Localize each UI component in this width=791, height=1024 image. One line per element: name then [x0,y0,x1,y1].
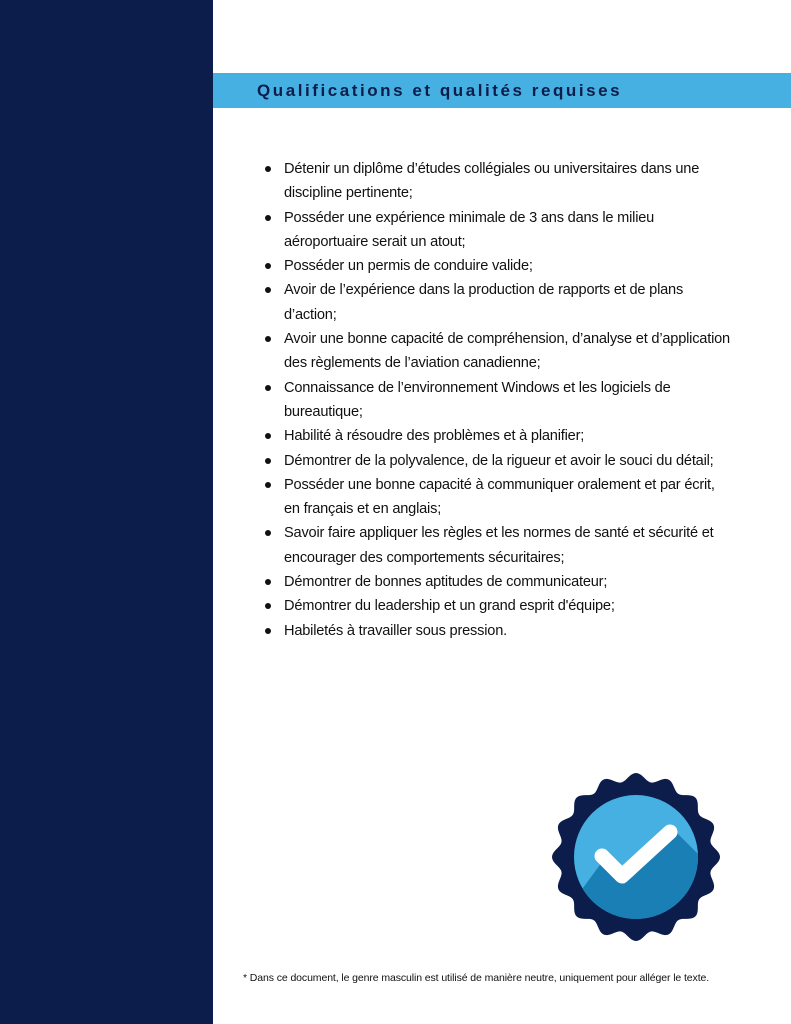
list-item [263,424,733,448]
list-item-text: Avoir une bonne capacité de compréhension, d’analyse et d’application des règlements de l’aviation canadienne; [284,331,730,372]
section-header-band [213,73,791,108]
list-item [263,254,733,278]
list-item [263,449,733,473]
list-item-text: Démontrer de la polyvalence, de la rigueur et avoir le souci du détail; [284,452,714,469]
footnote: * Dans ce document, le genre masculin est utilisé de manière neutre, uniquement pour alléger le texte. [243,972,710,984]
bullet-icon [265,385,271,391]
list-item-text: Habiletés à travailler sous pression. [284,622,507,639]
list-item-text: Posséder une expérience minimale de 3 ans dans le milieu aéroportuaire serait un atout; [284,209,655,250]
bullet-icon [265,433,271,439]
list-item-text: Connaissance de l’environnement Windows et les logiciels de bureautique; [284,379,671,420]
bullet-icon [265,628,271,634]
list-item-text: Démontrer de bonnes aptitudes de communicateur; [284,574,608,591]
list-item-text: Détenir un diplôme d’études collégiales ou universitaires dans une discipline pertinente; [284,161,700,202]
list-item-text: Habilité à résoudre des problèmes et à planifier; [284,428,585,445]
list-item [263,327,733,376]
list-item-text: Savoir faire appliquer les règles et les normes de santé et sécurité et encourager des comportements sécuritaires; [284,525,714,566]
list-item [263,570,733,594]
list-item [263,157,733,206]
bullet-icon [265,166,271,172]
list-item [263,206,733,255]
list-item-text: Démontrer du leadership et un grand esprit d'équipe; [284,598,615,615]
verified-badge-icon [550,772,722,942]
bullet-icon [265,482,271,488]
bullet-icon [265,603,271,609]
list-item [263,594,733,618]
bullet-icon [265,215,271,221]
list-item-text: Posséder une bonne capacité à communiquer oralement et par écrit, en français et en anglais; [284,476,715,518]
list-item [263,376,733,425]
list-item-text: Avoir de l’expérience dans la production de rapports et de plans d’action; [284,282,684,323]
list-item [263,473,733,522]
list-item-text: Posséder un permis de conduire valide; [284,258,533,275]
bullet-icon [265,530,271,536]
bullet-icon [265,458,271,464]
bullet-icon [265,287,271,293]
section-title: Qualifications et qualités requises [257,81,623,100]
list-item [263,278,733,327]
list-item [263,619,733,643]
bullet-icon [265,263,271,269]
list-item [263,521,733,570]
qualifications-list [263,157,733,643]
bullet-icon [265,336,271,342]
bullet-icon [265,579,271,585]
sidebar-panel [0,0,213,1024]
